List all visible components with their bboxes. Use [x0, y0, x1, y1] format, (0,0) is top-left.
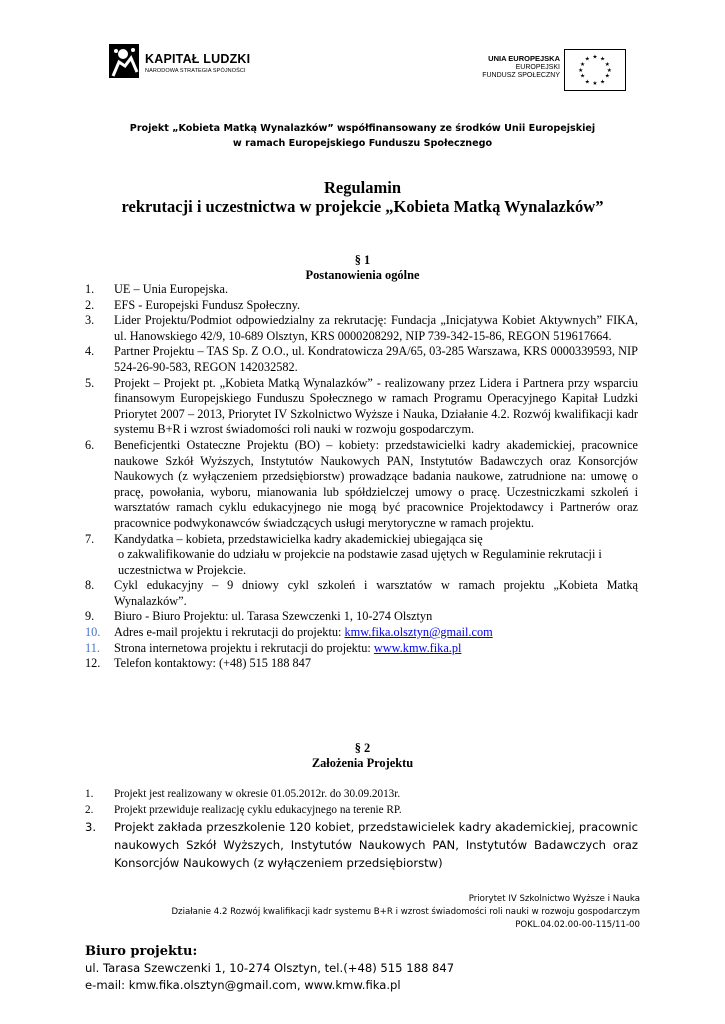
list-item: 4. Partner Projektu – TAS Sp. Z O.O., ul. Kondratowicza 29A/65, 03-285 Warszawa, KRS 0000339593, NIP 524-26-90-583, REGON 142032582. — [85, 344, 638, 374]
svg-text:★: ★ — [584, 56, 590, 63]
header-line-1: Projekt „Kobieta Matką Wynalazków” współfinansowany ze środków Unii Europejskiej — [129, 123, 596, 134]
section-1-header — [0, 253, 725, 283]
office-contact: e-mail: kmw.fika.olsztyn@gmail.com, www.kmw.fika.pl — [85, 978, 401, 992]
section-1-number: § 1 — [354, 253, 371, 267]
kapital-ludzki-emblem-icon — [107, 42, 141, 80]
office-address: ul. Tarasa Szewczenki 1, 10-274 Olsztyn, tel.(+48) 515 188 847 — [85, 961, 455, 975]
svg-text:★: ★ — [600, 79, 606, 86]
svg-text:★: ★ — [604, 73, 610, 80]
list-item: 3. Lider Projektu/Podmiot odpowiedzialny za rekrutację: Fundacja „Inicjatywa Kobiet Aktywnych” FIKA, ul. Hanowskiego 42/9, 10-689 Olsztyn, KRS 0000208292, NIP 739-342-15-86, REGON 519617664. — [85, 313, 638, 343]
section-2-list — [85, 786, 638, 872]
eu-logo-text — [482, 55, 560, 81]
svg-text:★: ★ — [592, 81, 598, 88]
svg-text:★: ★ — [584, 79, 590, 86]
list-item: 8. Cykl edukacyjny – 9 dniowy cykl szkoleń i warsztatów w ramach projektu „Kobieta Matką Wynalazków”. — [85, 578, 638, 608]
kapital-ludzki-title: KAPITAŁ LUDZKI — [145, 52, 251, 66]
svg-text:★: ★ — [580, 62, 586, 69]
section-1-heading: Postanowienia ogólne — [305, 268, 420, 282]
list-item: 9. Biuro - Biuro Projektu: ul. Tarasa Szewczenki 1, 10-274 Olsztyn — [85, 609, 433, 624]
section-2-number: § 2 — [354, 741, 371, 755]
list-item: 7. Kandydatka – kobieta, przedstawicielka kadry akademickiej ubiegająca się o zakwalifikowanie do udziału w projekcie na podstawie zasad ujętych w Regulaminie rekrutacji i uczestnictwa w Projekcie. — [85, 531, 602, 577]
document-title — [0, 178, 725, 216]
footer-line-3: POKL.04.02.00-00-115/11-00 — [515, 920, 640, 930]
project-office-info — [85, 943, 454, 994]
list-item: 5. Projekt – Projekt pt. „Kobieta Matką Wynalazków” - realizowany przez Lidera i Partnera przy wsparciu finansowym Europejskiego Funduszu Społecznego w ramach Programu Operacyjnego Kapitał Ludzki Priorytet 2007 – 2013, Priorytet IV Szkolnictwo Wyższe i Nauka, Działanie 4.2. Rozwój kwalifikacji kadr systemu B+R i wzrost świadomości roli nauki w rozwoju gospodarczym. — [85, 375, 638, 437]
list-item: 1. Projekt jest realizowany w okresie 01.05.2012r. do 30.09.2013r. — [85, 788, 401, 800]
project-cofinancing-header — [0, 121, 725, 151]
footer-line-2: Działanie 4.2 Rozwój kwalifikacji kadr systemu B+R i wzrost świadomości roli nauki w rozwoju gospodarczym — [171, 907, 640, 917]
kapital-ludzki-logo — [107, 42, 267, 88]
list-item: 6. Beneficjentki Ostateczne Projektu (BO) – kobiety: przedstawicielki kadry akademickiej, pracownice naukowe Szkół Wyższych, Instytutów Naukowych PAN, Instytutów Badawczych oraz Konsorcjów Naukowych (z wyłączeniem przedsiębiorstw) prowadzące badania naukowe, zatrudnione na: umowę o pracę, powołania, wyboru, mianowania lub spółdzielczej umowy o pracę. Uczestniczkami szkoleń i warsztatów ramach cyklu edukacyjnego nie mogą być pracownice Projektodawcy i Partnerów oraz pracownice podwykonawców świadczących usługi merytoryczne w ramach projektu. — [85, 437, 638, 530]
website-link[interactable]: www.kmw.fika.pl — [373, 640, 462, 655]
office-heading: Biuro projektu: — [85, 944, 198, 959]
svg-text:★: ★ — [580, 73, 586, 80]
title-line-2: rekrutacji i uczestnictwa w projekcie „Kobieta Matką Wynalazków” — [121, 197, 604, 216]
list-item: 11. Strona internetowa projektu i rekrutacji do projektu: www.kmw.fika.pl — [85, 640, 462, 655]
section-2-heading: Założenia Projektu — [311, 756, 414, 770]
kapital-ludzki-subtitle: NARODOWA STRATEGIA SPÓJNOŚCI — [145, 68, 246, 74]
list-item: 3. Projekt zakłada przeszkolenie 120 kobiet, przedstawicielek kadry akademickiej, pracownic naukowych Szkół Wyższych, Instytutów Naukowych PAN, Instytutów Badawczych oraz Konsorcjów Naukowych (z wyłączeniem przedsiębiorstw) — [85, 820, 638, 870]
list-item: 2. EFS - Europejski Fundusz Społeczny. — [85, 297, 301, 312]
svg-text:★: ★ — [606, 67, 612, 74]
section-1-list — [85, 282, 638, 672]
email-link[interactable]: kmw.fika.olsztyn@gmail.com — [344, 625, 493, 640]
eu-logo — [466, 50, 626, 95]
footer-priority — [171, 893, 640, 932]
svg-text:★: ★ — [600, 56, 606, 63]
eu-logo-line1: UNIA EUROPEJSKA — [488, 54, 560, 63]
title-line-1: Regulamin — [323, 178, 401, 197]
svg-text:★: ★ — [592, 54, 598, 61]
list-item: 2. Projekt przewiduje realizację cyklu edukacyjnego na terenie RP. — [85, 804, 402, 816]
eu-logo-line2: EUROPEJSKI — [515, 63, 560, 71]
section-2-header — [0, 741, 725, 771]
eu-flag-icon — [564, 49, 626, 91]
svg-text:★: ★ — [604, 62, 610, 69]
header-line-2: w ramach Europejskiego Funduszu Społecznego — [232, 138, 493, 149]
footer-line-1: Priorytet IV Szkolnictwo Wyższe i Nauka — [468, 894, 640, 904]
svg-text:★: ★ — [578, 67, 584, 74]
list-item: 10. Adres e-mail projektu i rekrutacji do projektu: kmw.fika.olsztyn@gmail.com — [85, 625, 493, 640]
list-item: 12. Telefon kontaktowy: (+48) 515 188 847 — [85, 656, 311, 671]
list-item: 1. UE – Unia Europejska. — [85, 282, 229, 296]
eu-logo-line3: FUNDUSZ SPOŁECZNY — [482, 72, 560, 80]
